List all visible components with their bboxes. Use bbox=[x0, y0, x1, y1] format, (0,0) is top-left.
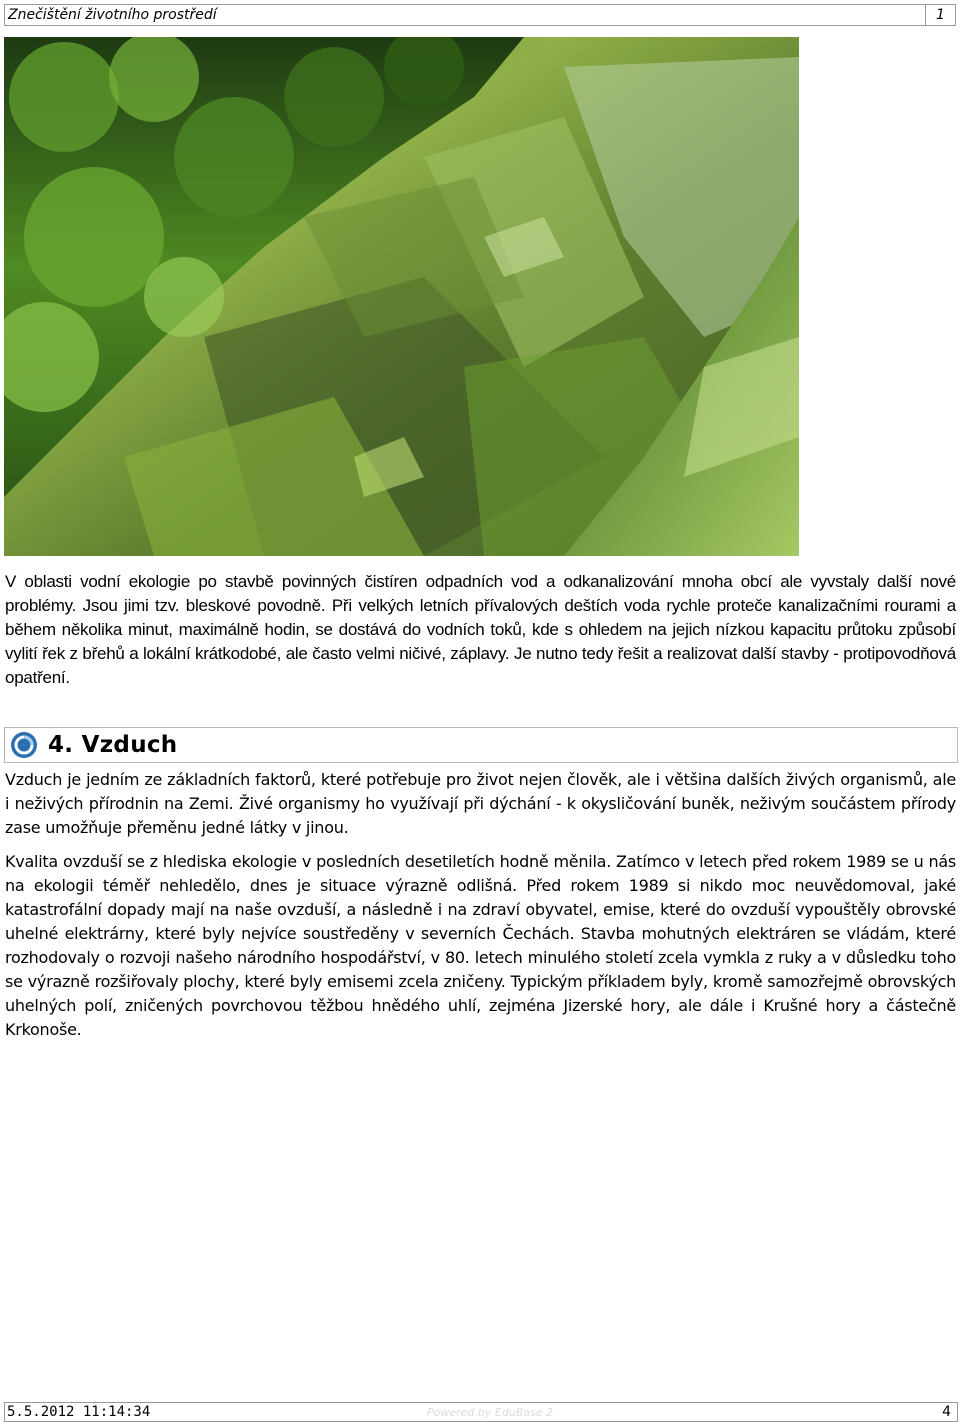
header-page-number: 1 bbox=[926, 4, 956, 26]
edubase-section-icon bbox=[10, 731, 38, 759]
footer-datetime: 5.5.2012 11:14:34 bbox=[7, 1404, 151, 1420]
page-footer bbox=[4, 1402, 958, 1422]
stream-photo bbox=[4, 37, 799, 556]
air-quality-paragraph: Kvalita ovzduší se z hlediska ekologie v posledních desetiletích hodně měnila. Zatímco v letech před rokem 1989 se u nás na ekologii téměř nehledělo, dnes je situace výrazně odlišná. Před rokem 1989 si nikdo moc neuvědomoval, jaké katastrofální dopady mají na naše ovzduší, a následně i na zdraví obyvatel, emise, které do ovzduší vypouštěly obrovské uhelné elektrárny, které byly nejvíce soustředěny v severních Čechách. Stavba mohutných elektráren se vládám, které rozhodovaly o rozvoji našeho národního hospodářství, v 80. letech minulého století zcela vymkla z ruky a v důsledku toho se výrazně rozšiřovaly plochy, které byly emisemi zcela zničeny. Typickým příkladem byly, kromě samozřejmě obrovských uhelných polí, zničených povrchovou těžbou hnědého uhlí, zejména Jizerské hory, ale dále i Krušné hory a částečně Krkonoše. bbox=[5, 852, 956, 1039]
page-header bbox=[4, 4, 956, 26]
water-ecology-paragraph: V oblasti vodní ekologie po stavbě povinných čistíren odpadních vod a odkanalizování mnoha obcí ale vyvstaly další nové problémy. Jsou jimi tzv. bleskové povodně. Při velkých letních přívalových deštích voda rychle proteče kanalizačními rourami a během několika minut, maximálně hodin, se dostává do vodních toků, kde s ohledem na jejich nízkou kapacitu průtoku způsobí vylití řek z břehů a lokální krátkodobé, ale často velmi ničivé, záplavy. Je nutno tedy řešit a realizovat další stavby - protipovodňová opatření. bbox=[5, 572, 956, 687]
section-heading bbox=[4, 727, 958, 763]
section-title: 4. Vzduch bbox=[48, 732, 178, 758]
footer-page-number: 4 bbox=[942, 1404, 951, 1420]
powered-by-label: Powered by EduBase 2 bbox=[427, 1405, 554, 1419]
document-title: Znečištění životního prostředí bbox=[4, 4, 926, 26]
air-intro-paragraph: Vzduch je jedním ze základních faktorů, které potřebuje pro život nejen člověk, ale i většina dalších živých organismů, ale i neživých přírodnin na Zemi. Živé organismy ho využívají při dýchání - k okysličování buněk, neživým součástem přírody zase umožňuje přeměnu jedné látky v jinou. bbox=[5, 770, 956, 837]
